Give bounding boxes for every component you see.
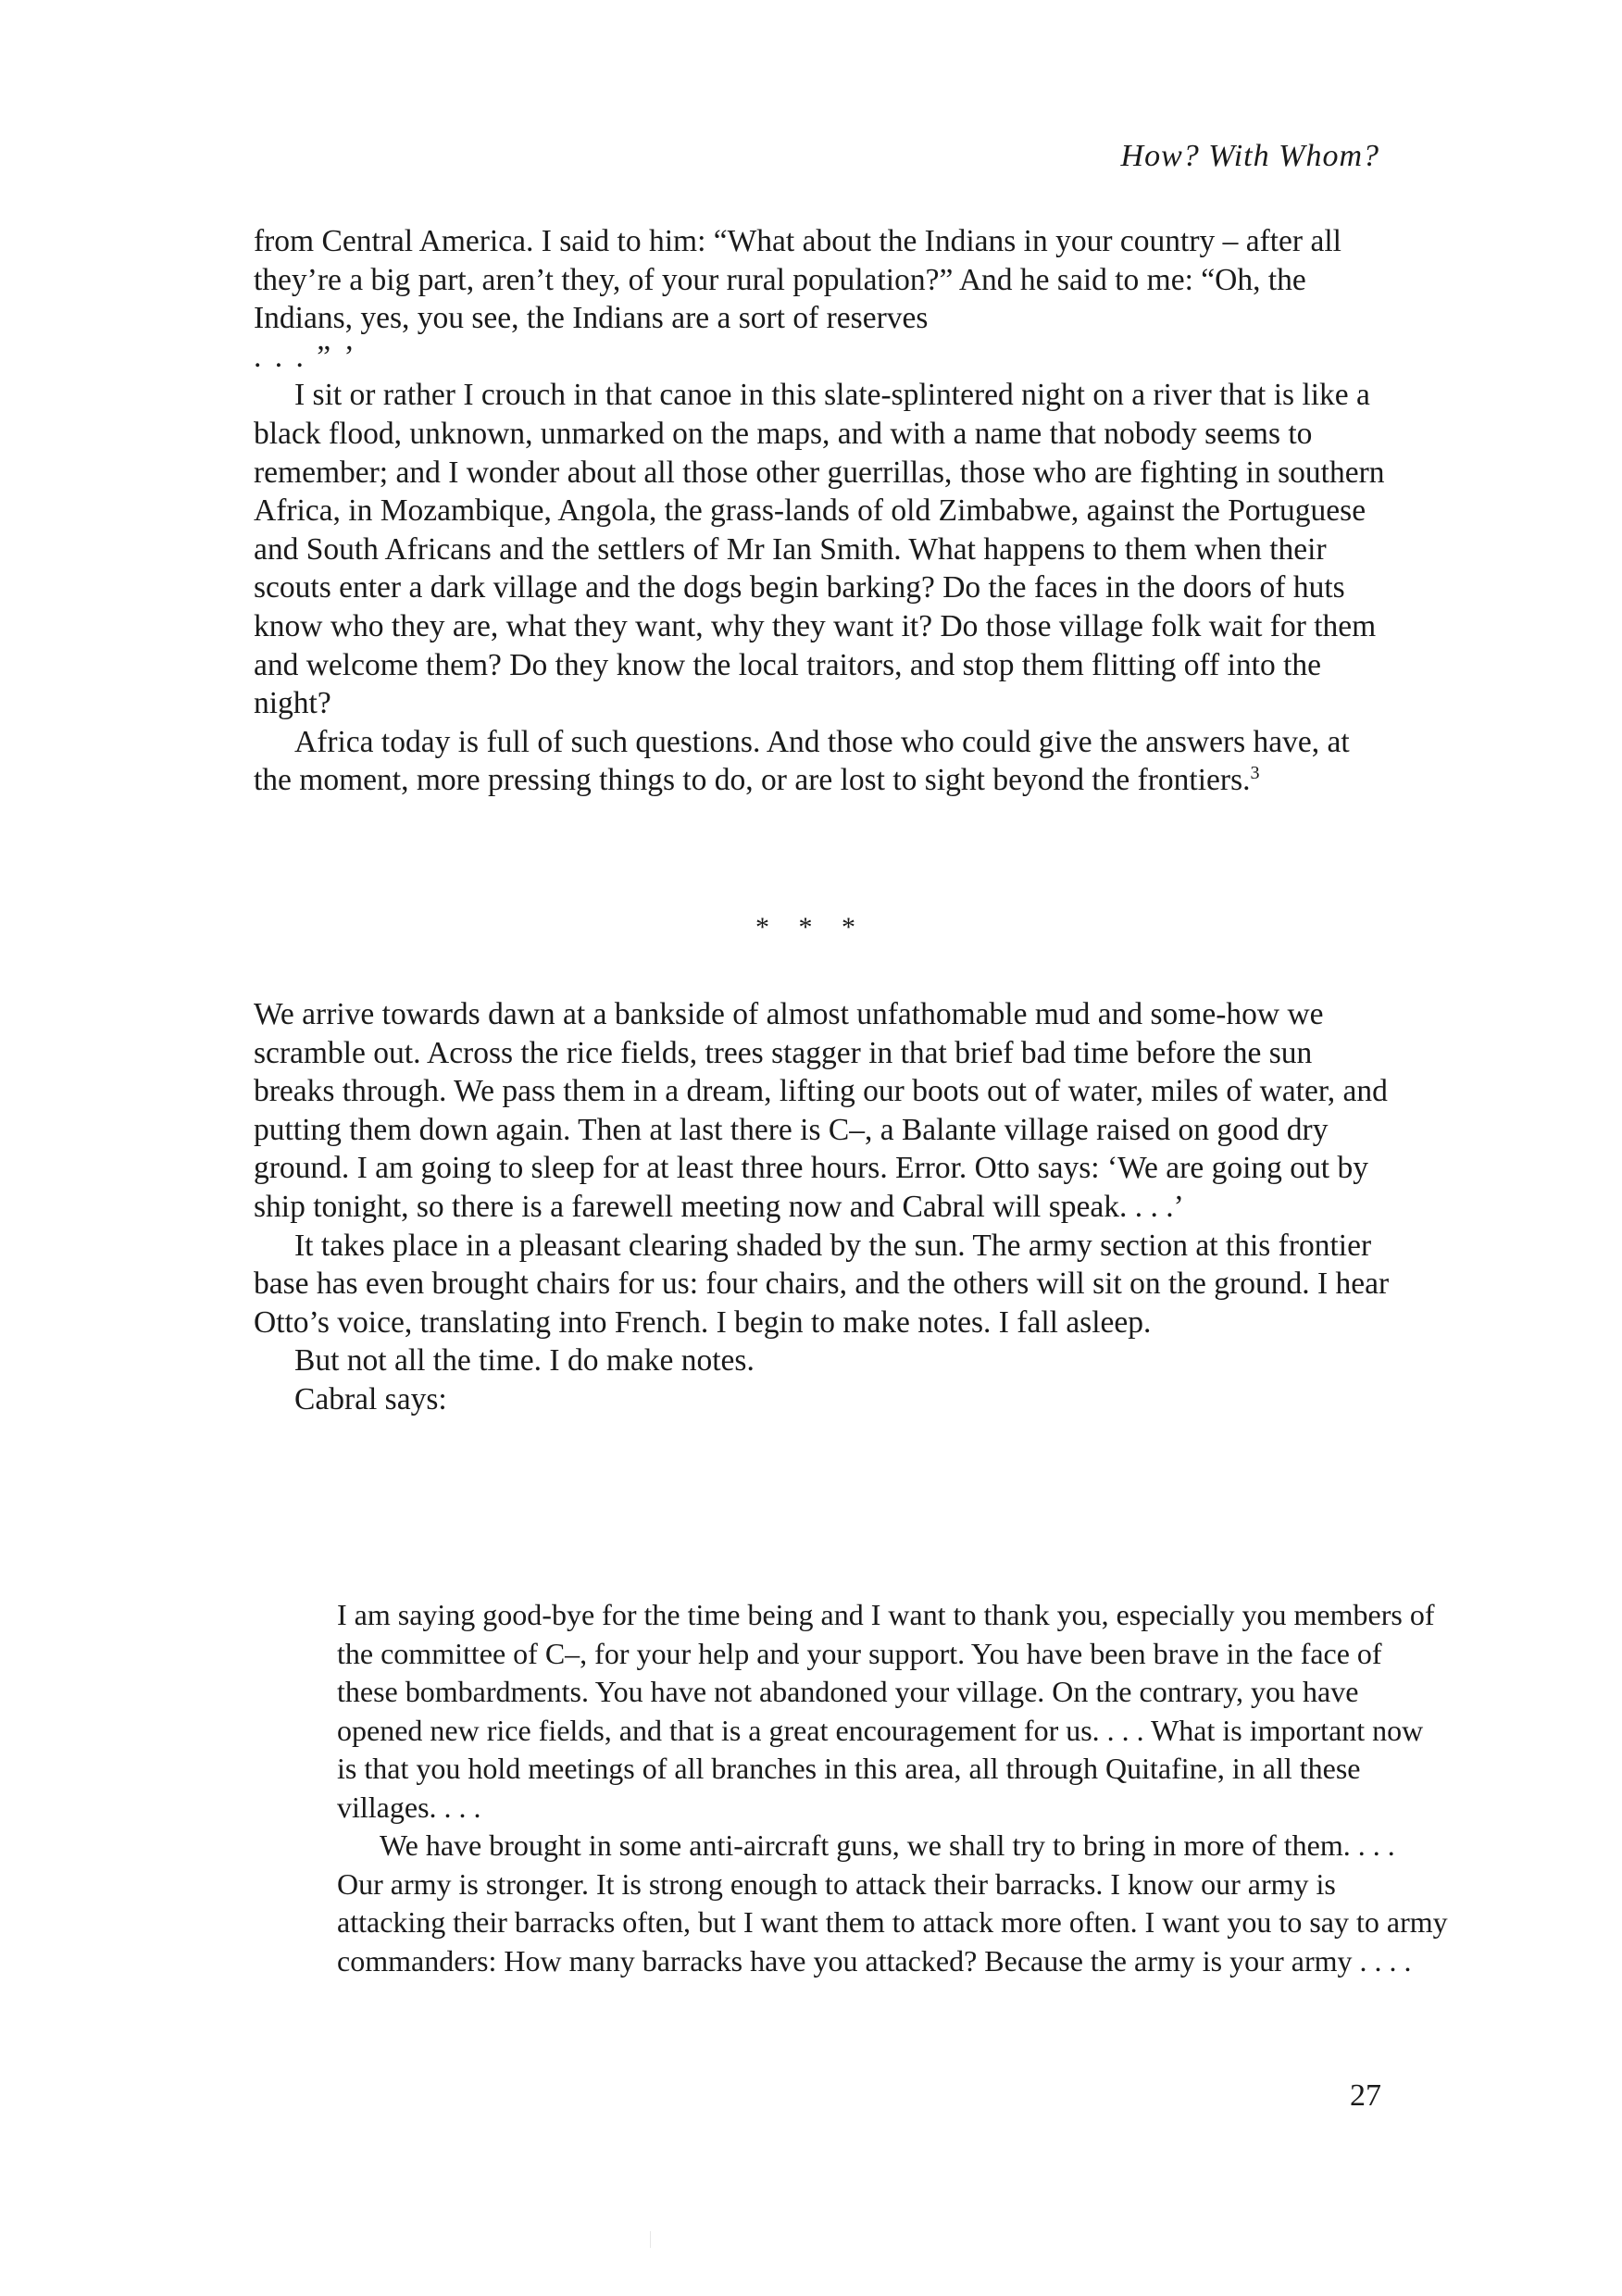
footnote-marker: 3 [1250,763,1260,784]
block-quotation [337,1596,1448,1980]
paragraph-notes: But not all the time. I do make notes. [294,1343,755,1379]
paragraph-canoe: I sit or rather I crouch in that canoe in this slate-splintered night on a river that is like a black flood, unknown, unmarked on the maps, and with a name that nobody seems to remember; and I wonder about all those other guerrillas, those who are fighting in southern Africa, in Mozambique, Angola, the grass-lands of old Zimbabwe, against the Portuguese and South Africans and the settlers of Mr Ian Smith. What happens to them when their scouts enter a dark village and the dogs begin barking? Do the faces in the doors of huts know who they are, what they want, why they want it? Do those village folk wait for them and welcome them? Do they know the local traitors, and stop them flitting off into the night? [254,378,1385,721]
page-number: 27 [1350,2078,1381,2113]
scan-mark [650,2231,651,2248]
paragraph-arrive: We arrive towards dawn at a bankside of almost unfathomable mud and some-how we scramble out. Across the rice fields, trees stagger in that brief bad time before the sun breaks through. We pass them in a dream, lifting our boots out of water, miles of water, and putting them down again. Then at last there is C–, a Balante village raised on good dry ground. I am going to sleep for at least three hours. Error. Otto says: ‘We are going out by ship tonight, so there is a farewell meeting now and Cabral will speak. . . .’ [254,997,1388,1224]
section-break-asterisks: * * * [755,912,867,942]
opening-paragraph: from Central America. I said to him: “What about the Indians in your country – after all they’re a big part, aren’t they, of your rural population?” And he said to me: “Oh, the Indians, yes, you see, the Indians are a sort of reserves [254,224,1341,336]
paragraph-clearing: It takes place in a pleasant clearing shaded by the sun. The army section at this frontier base has even brought chairs for us: four chairs, and the others will sit on the ground. I hear Otto’s voice, translating into French. I begin to make notes. I fall asleep. [254,1228,1390,1340]
quote-paragraph-guns: We have brought in some anti-aircraft guns, we shall try to bring in more of them. . . . Our army is stronger. It is strong enough to attack their barracks. I know our army is attacking their barracks often, but I want them to attack more often. I want you to say to army commanders: How many barracks have you attacked? Because the army is your army . . . . [337,1828,1448,1978]
body-text-top [254,222,1394,800]
opening-paragraph-tail: . . . ” ’ [254,339,357,374]
body-text-bottom [254,995,1394,1419]
quote-paragraph-goodbye: I am saying good-bye for the time being and I want to thank you, especially you members of the committee of C–, for your help and your support. You have been brave in the face of these bombardments. You have not abandoned your village. On the contrary, you have opened new rice fields, and that is a great encouragement for us. . . . What is important now is that you hold meetings of all branches in this area, all through Quitafine, in all these villages. . . . [337,1598,1435,1824]
running-head: How? With Whom? [1120,139,1379,173]
paragraph-cabral-says: Cabral says: [294,1381,447,1416]
paragraph-africa [254,723,1394,800]
paragraph-africa-text: Africa today is full of such questions. And those who could give the answers have, at the moment, more pressing things to do, or are lost to sight beyond the frontiers. [254,724,1350,798]
